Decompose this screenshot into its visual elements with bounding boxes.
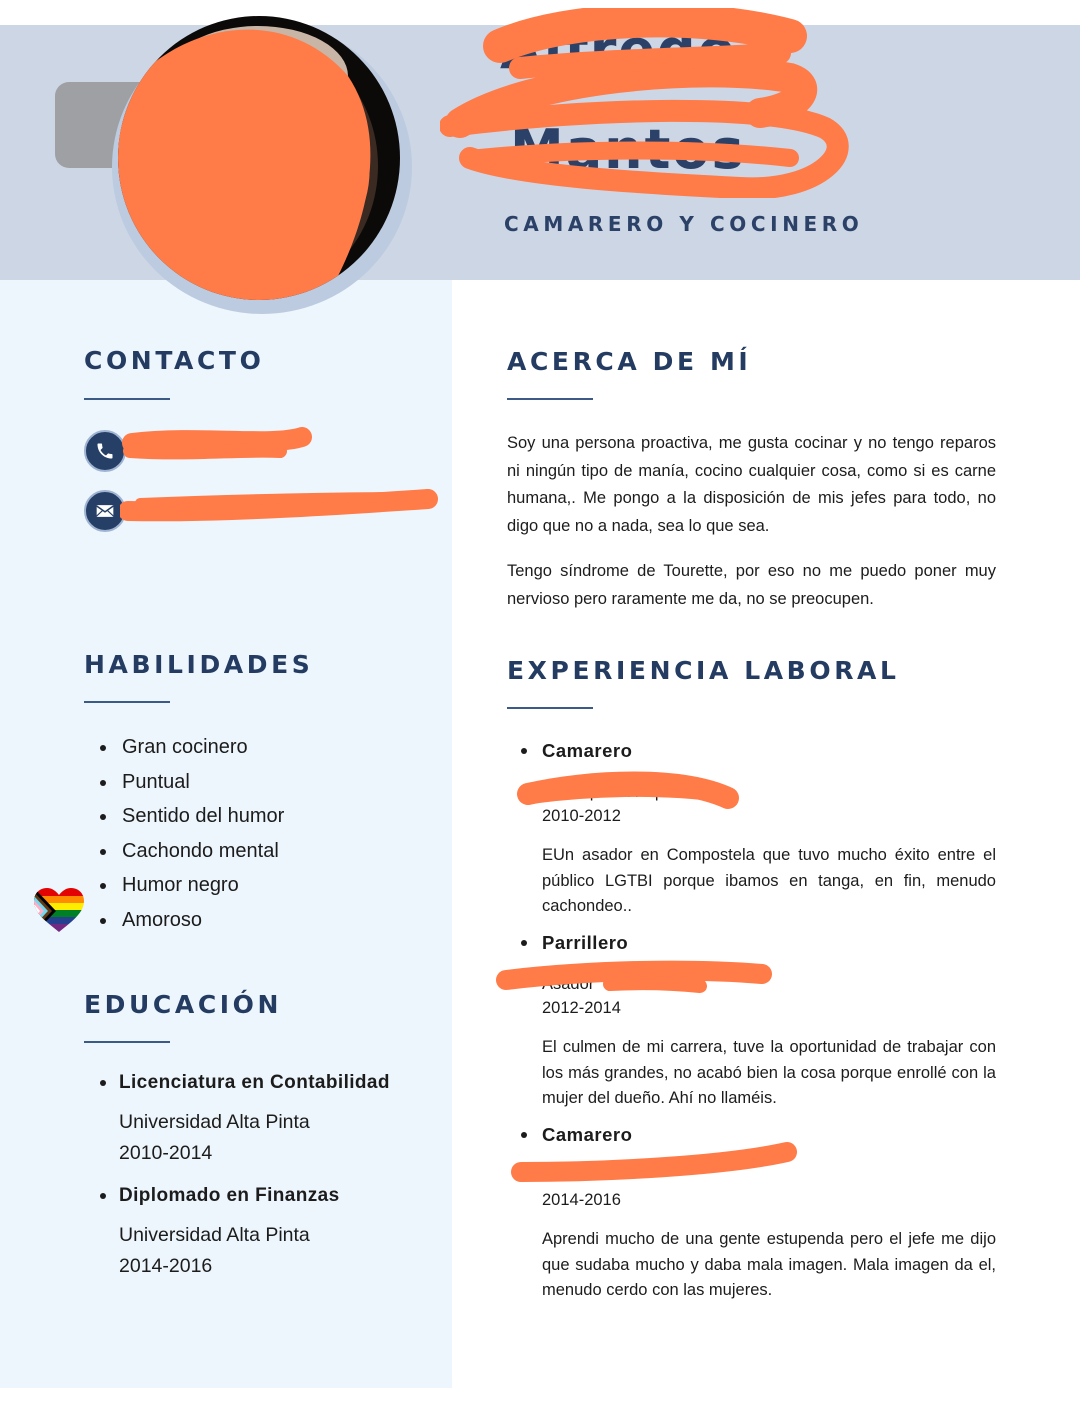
- job-description: Aprendi mucho de una gente estupenda pero el jefe me dijo que sudaba mucho y daba mala imagen. Mala imagen da el, menudo cerdo con las mujeres.: [542, 1230, 996, 1299]
- skill-item: Puntual: [98, 765, 418, 800]
- envelope-icon: [84, 490, 126, 532]
- about-heading-rule: [507, 398, 593, 400]
- experience-item: [520, 737, 996, 929]
- name-redaction-scribble: [440, 8, 860, 198]
- education-years: 2010-2014: [119, 1142, 213, 1164]
- contact-phone-row: [84, 430, 444, 472]
- education-item: [98, 1068, 438, 1169]
- skills-heading-rule: [84, 701, 170, 703]
- name-line-2: Mantos: [510, 118, 746, 181]
- job-role: Camarero: [542, 740, 633, 761]
- skill-item: Humor negro: [98, 868, 418, 903]
- job-description: El culmen de mi carrera, tuve la oportunidad de trabajar con los más grandes, no acabó bien la cosa porque enrollé con la mujer del dueño. Ahí no llaméis.: [542, 1038, 996, 1107]
- about-paragraph: Soy una persona proactiva, me gusta cocinar y no tengo reparos ni ningún tipo de manía, cocino cualquier cosa, como si es carne humana,. Me pongo a la disposición de mis jefes para todo, no digo que no a nada, sea lo que sea.: [507, 434, 996, 535]
- about-paragraph: Tengo síndrome de Tourette, por eso no me puedo poner muy nervioso pero raramente me da, no se preocupen.: [507, 562, 996, 608]
- job-title: CAMARERO Y COCINERO: [504, 212, 864, 236]
- job-company: na: [542, 1167, 561, 1185]
- job-company: Asador: [542, 975, 595, 993]
- education-degree: Diplomado en Finanzas: [119, 1185, 340, 1206]
- education-heading-rule: [84, 1041, 170, 1043]
- skills-heading: HABILIDADES: [84, 650, 314, 679]
- experience-heading-rule: [507, 707, 593, 709]
- skill-item: Amoroso: [98, 903, 418, 938]
- candidate-name: [440, 8, 860, 198]
- job-years: 2012-2014: [542, 999, 621, 1017]
- about-heading: ACERCA DE MÍ: [507, 347, 752, 376]
- education-list: [98, 1068, 438, 1294]
- education-heading: EDUCACIÓN: [84, 990, 283, 1019]
- experience-list: [520, 737, 996, 1313]
- education-years: 2014-2016: [119, 1255, 213, 1277]
- job-years: 2014-2016: [542, 1191, 621, 1209]
- about-text: [507, 430, 996, 631]
- job-role: Parrillero: [542, 932, 629, 953]
- contact-email: dumentos@gmail: [140, 500, 273, 519]
- experience-heading: EXPERIENCIA LABORAL: [507, 656, 900, 685]
- education-institution: Universidad Alta Pinta: [119, 1224, 310, 1246]
- contact-heading-rule: [84, 398, 170, 400]
- education-degree: Licenciatura en Contabilidad: [119, 1072, 390, 1093]
- contact-email-row: [84, 490, 444, 532]
- job-years: 2010-2012: [542, 807, 621, 825]
- profile-photo: [118, 16, 400, 300]
- contact-heading: CONTACTO: [84, 346, 265, 375]
- education-item: [98, 1181, 438, 1282]
- job-role: Camarero: [542, 1124, 633, 1145]
- skill-item: Gran cocinero: [98, 730, 418, 765]
- skill-item: Sentido del humor: [98, 799, 418, 834]
- experience-item: [520, 1121, 996, 1313]
- education-institution: Universidad Alta Pinta: [119, 1111, 310, 1133]
- job-description: EUn asador en Compostela que tuvo mucho éxito entre el público LGTBI porque ibamos en tanga, en fin, menudo cachondeo..: [542, 846, 996, 915]
- contact-phone: 655 2 25: [140, 440, 207, 459]
- skill-item: Cachondo mental: [98, 834, 418, 869]
- skills-list: [98, 730, 418, 937]
- name-line-1: Alfredo: [500, 18, 737, 81]
- job-company: La Esquena Pep: [542, 783, 665, 801]
- phone-icon: [84, 430, 126, 472]
- pride-heart-icon: [34, 888, 84, 934]
- experience-item: [520, 929, 996, 1121]
